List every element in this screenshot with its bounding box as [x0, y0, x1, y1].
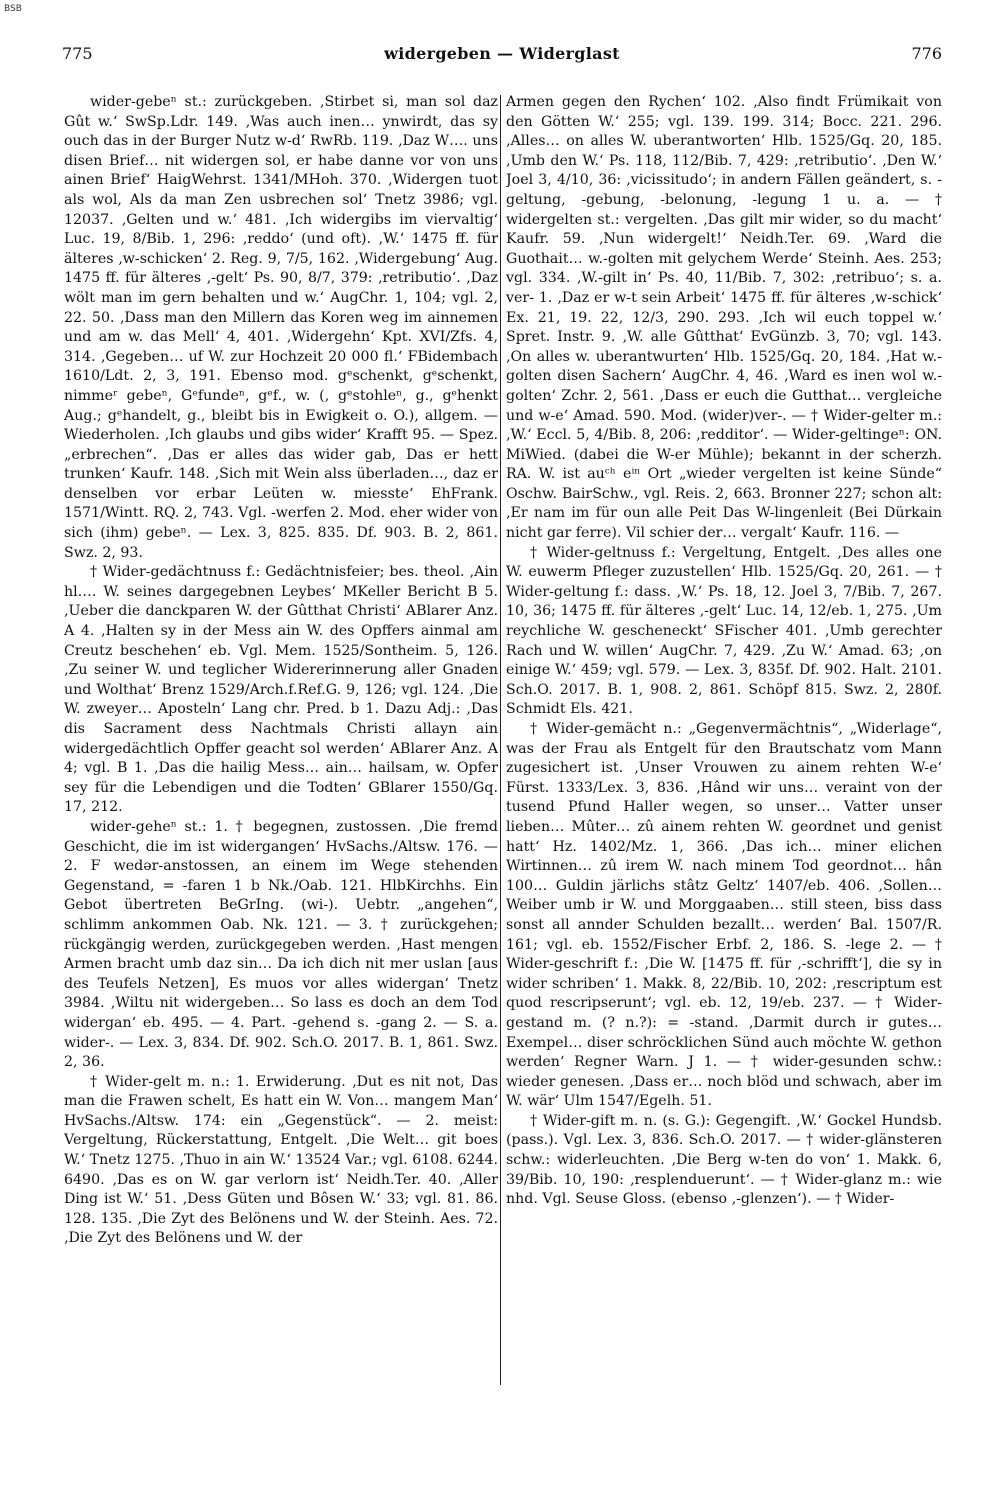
library-stamp: BSB	[4, 4, 22, 14]
entry-widergift: † Wider-gift m. n. (s. G.): Gegengift. ‚W.‘ Gockel Hundsb. (pass.). Vgl. Lex. 3, 836. Sch.O. 2017. — † wider-glänsteren schw.: widerleuchten. ‚Die Berg w-ten do von‘ 1. Makk. 6, 39/Bib. 10, 190: ‚resplenduerunt‘. — † Wider-glanz m.: wie nhd. Vgl. Seuse Gloss. (ebenso ‚-glenzen‘). — † Wider-	[506, 1112, 942, 1208]
entry-widergehen: wider-geheⁿ st.: 1. † begegnen, zustossen. ‚Die fremd Geschicht, die im ist widergangen‘ HvSachs./Altsw. 176. — 2. F wedər-anstossen, an einem im Wege stehenden Gegenstand, = -faren 1 b Nk./Oab. 121. HlbKirchhs. Ein Gebot übertreten BeGrIng. (wi-). Uebtr. „angehen“, schlimm ankommen Oab. Nk. 121. — 3. † zurückgehen; rückgängig werden, zurückgegeben werden. ‚Hast mengen Armen bracht umb daz sin… Da ich dich nit mer uslan [aus des Teufels Netzen], Es muos vor alles widergan‘ Tnetz 3984. ‚Wiltu nit widergeben… So lass es doch an dem Tod widergan‘ eb. 495. — 4. Part. -gehend s. -gang 2. — S. a. wider-. — Lex. 3, 834. Df. 902. Sch.O. 2017. B. 1, 861. Swz. 2, 36.	[64, 818, 498, 1071]
page-header	[62, 44, 942, 72]
entry-widergedaechtnuss: † Wider-gedächtnuss f.: Gedächtnisfeier; bes. theol. ‚Ain hl…. W. seines dargegebnen Leybes‘ MKeller Bericht B 5. ‚Ueber die danckparen W. der Gûtthat Christi‘ ABlarer Anz. A 4. ‚Halten sy in der Mess ain W. des Opffers ainmal am Creutz beschehen‘ eb. Vgl. Mem. 1525/Sontheim. 5, 126. ‚Zu seiner W. und teglicher Widererinnerung aller Gnaden und Wolthat‘ Brenz 1529/Arch.f.Ref.G. 9, 126; vgl. 124. ‚Die W. zweyer… Aposteln‘ Lang chr. Pred. b 1. Dazu Adj.: ‚Das dis Sacrament dess Nachtmals Christi allayn ain widergedächtlich Opffer geacht sol werden‘ ABlarer Anz. A 4; vgl. B 1. ‚Das die hailig Mess… ain… hailsam, w. Opfer sey für die Lebendigen und die Todten‘ GBlarer 1550/Gq. 17, 212.	[64, 564, 498, 816]
entry-widergeltnuss: † Wider-geltnuss f.: Vergeltung, Entgelt. ‚Des alles one W. euwerm Pfleger zuzustellen‘ Hlb. 1525/Gq. 20, 261. — † Wider-geltung f.: dass. ‚W.‘ Ps. 18, 12. Joel 3, 7/Bib. 7, 267. 10, 36; 1475 ff. für älteres ‚-gelt‘ Luc. 14, 12/eb. 1, 275. ‚Um reychliche W. gescheneckt‘ SFischer 401. ‚Umb gerechter Rach und W. willen‘ AugChr. 7, 429. ‚Zu W.‘ Amad. 63; ‚on einige W.‘ 459; vgl. 579. — Lex. 3, 835f. Df. 902. Halt. 2101. Sch.O. 2017. B. 1, 908. 2, 861. Schöpf 815. Swz. 2, 280f. Schmidt Els. 421.	[506, 544, 942, 718]
entry-widergeben: wider-gebeⁿ st.: zurückgeben. ‚Stirbet si, man sol daz Gût w.‘ SwSp.Ldr. 149. ‚Was auch inen… ynwirdt, das sy ouch das in der Burger Nutz w-d‘ RwRb. 119. ‚Daz W…. uns disen Brief… nit widergen sol, er habe danne vor von uns ainen Brief‘ HaigWehrst. 1341/MHoh. 370. ‚Widergen tuot als wol, Als da man Zen usbrechen sol‘ Tnetz 3986; vgl. 12037. ‚Gelten und w.‘ 481. ‚Ich widergibs im viervaltig‘ Luc. 19, 8/Bib. 1, 296: ‚reddo‘ (und oft). ‚W.‘ 1475 ff. für älteres ‚w-schicken‘ 2. Reg. 9, 7/5, 162. ‚Widergebung‘ Aug. 1475 ff. für älteres ‚-gelt‘ Ps. 90, 8/7, 379: ‚retributio‘. ‚Daz wölt man im gern behalten und w.‘ AugChr. 1, 104; vgl. 2, 22. 50. ‚Dass man den Millern das Koren weg im ainnemen und am w. das Mell‘ 4, 401. ‚Widergehn‘ Kpt. XVI/Zfs. 4, 314. ‚Gegeben… uf W. zur Hochzeit 20 000 fl.‘ FBidembach 1610/Ldt. 2, 3, 191. Ebenso mod. gᵉschenkt, gᵉschenkt, nimmeʳ gebeⁿ, Gᵉfundeⁿ, gᵉf., w. (, gᵉstohleⁿ, g., gᵉhenkt Aug.; gᵉhandelt, g., bleibt bis in Ewigkeit o. O.), allgem. — Wiederholen. ‚Ich glaubs und gibs wider‘ Krafft 95. — Spez. „erbrechen“. ‚Das er alles das wider gab, Das er hett trunken‘ Kaufr. 148. ‚Sich mit Wein alss überladen…, daz er denselben vor erbar Leüten w. miesste‘ EhFrank. 1571/Wintt. RQ. 2, 743. Vgl. -werfen 2. Mod. eher wider von sich (ihm) gebeⁿ. — Lex. 3, 825. 835. Df. 903. B. 2, 861. Swz. 2, 93.	[64, 94, 498, 561]
page-number-right: 776	[911, 44, 942, 63]
column-divider	[500, 95, 501, 1385]
page-number-left: 775	[62, 44, 93, 63]
left-column	[64, 93, 498, 1423]
right-column	[506, 93, 942, 1423]
entry-widergemaecht: † Wider-gemächt n.: „Gegenvermächtnis“, „Widerlage“, was der Frau als Entgelt für den Brautschatz vom Mann zugesichert ist. ‚Unser Vrouwen zu ainem rehten W-e‘ Fürst. 1333/Lex. 3, 836. ‚Hând wir uns… veraint von der tusend Pfund Haller wegen, so unser… Vatter unser lieben… Mûter… zû ainem rehten W. geordnet und genist hatt‘ Hz. 1402/Mz. 1, 366. ‚Das ich… miner elichen Wirtinnen… zû irem W. nach minem Tod geordnot… hân 100… Guldin järlichs stâtz Geltz‘ 1407/eb. 406. ‚Sollen… Weiber umb ir W. und Morggaaben… still steen, biss dass sonst all annder Schulden bezallt… werden‘ Bal. 1507/R. 161; vgl. eb. 1552/Fischer Erbf. 2, 186. S. -lege 2. — † Wider-geschrift f.: ‚Die W. [1475 ff. für ‚-schrifft‘], die sy in wider schriben‘ 1. Makk. 8, 22/Bib. 10, 202: ‚rescriptum est quod rescripserunt‘; vgl. eb. 12, 19/eb. 237. — † Wider-gestand m. (? n.?): = -stand. ‚Darmit durch ir gutes… Exempel… diser schröcklichen Sünd auch möchte W. gethon werden‘ Regner Warn. J 1. — † wider-gesunden schw.: wieder genesen. ‚Dass er… noch blöd und schwach, aber im W. wär‘ Ulm 1547/Egelh. 51.	[506, 721, 942, 1110]
entry-widergelt: † Wider-gelt m. n.: 1. Erwiderung. ‚Dut es nit not, Das man die Frawen schelt, Es hatt ein W. Von… mangem Man‘ HvSachs./Altsw. 174: ein „Gegenstück“. — 2. meist: Vergeltung, Rückerstattung, Entgelt. ‚Die Welt… git boes W.‘ Tnetz 1275. ‚Thuo in ain W.‘ 13524 Var.; vgl. 6108. 6244. 6490. ‚Das es on W. gar verlorn ist‘ Neidh.Ter. 40. ‚Aller Ding ist W.‘ 51. ‚Dess Güten und Bôsen W.‘ 33; vgl. 81. 86. 128. 135. ‚Die Zyt des Belönens und W. der Steinh. Aes. 72. ‚Die Zyt des Belönens und W. der	[64, 1073, 498, 1247]
running-head: widergeben — Widerglast	[384, 44, 620, 63]
entry-widergelt-continued: Armen gegen den Rychen‘ 102. ‚Also findt Frümikait von den Götten W.‘ 255; vgl. 139. 199. 314; Bocc. 221. 296. ‚Alles… on alles W. uberantworten‘ Hlb. 1525/Gq. 20, 185. ‚Umb den W.‘ Ps. 118, 112/Bib. 7, 429: ‚retributio‘. ‚Den W.‘ Joel 3, 4/10, 36: ‚vicissitudo‘; in andern Fällen geändert, s. -geltung, -gebung, -belonung, -legung 1 u. a. — † widergelten st.: vergelten. ‚Das gilt mir wider, so du macht‘ Kaufr. 59. ‚Nun widergelt!‘ Neidh.Ter. 69. ‚Ward die Guothait… w.-golten mit gelychem Werde‘ Steinh. Aes. 253; vgl. 334. ‚W.-gilt in‘ Ps. 40, 11/Bib. 7, 302: ‚retribuo‘; s. a. ver- 1. ‚Daz er w-t sein Arbeit‘ 1475 ff. für älteres ‚w-schick‘ Ex. 21, 19. 22, 12/3, 290. 293. ‚Ich wil euch toppel w.‘ Spret. Instr. 9. ‚W. alle Gûtthat‘ EvGünzb. 3, 70; vgl. 143. ‚On alles w. uberantwurten‘ Hlb. 1525/Gq. 20, 184. ‚Hat w.-golten disen Sachern‘ AugChr. 4, 46. ‚Ward es inen wol w.-golten‘ Zchr. 2, 561. ‚Dass er euch die Gutthat… vergleiche und w-e‘ Amad. 590. Mod. (wider)ver-. — † Wider-gelter m.: ‚W.‘ Eccl. 5, 4/Bib. 8, 206: ‚redditor‘. — Wider-geltingeⁿ: ON. MiWied. (dabei die W-er Mühle); bekannt in der scherzh. RA. W. ist auᶜʰ eⁱⁿ Ort „wieder vergelten ist keine Sünde“ Oschw. BairSchw., vgl. Reis. 2, 663. Bronner 227; schon alt: ‚Er nam im für oun alle Peit Das W-lingenleit (Bei Dürkain nicht gar ferre). Vil schier der… vergalt‘ Kaufr. 116. —	[506, 94, 942, 542]
